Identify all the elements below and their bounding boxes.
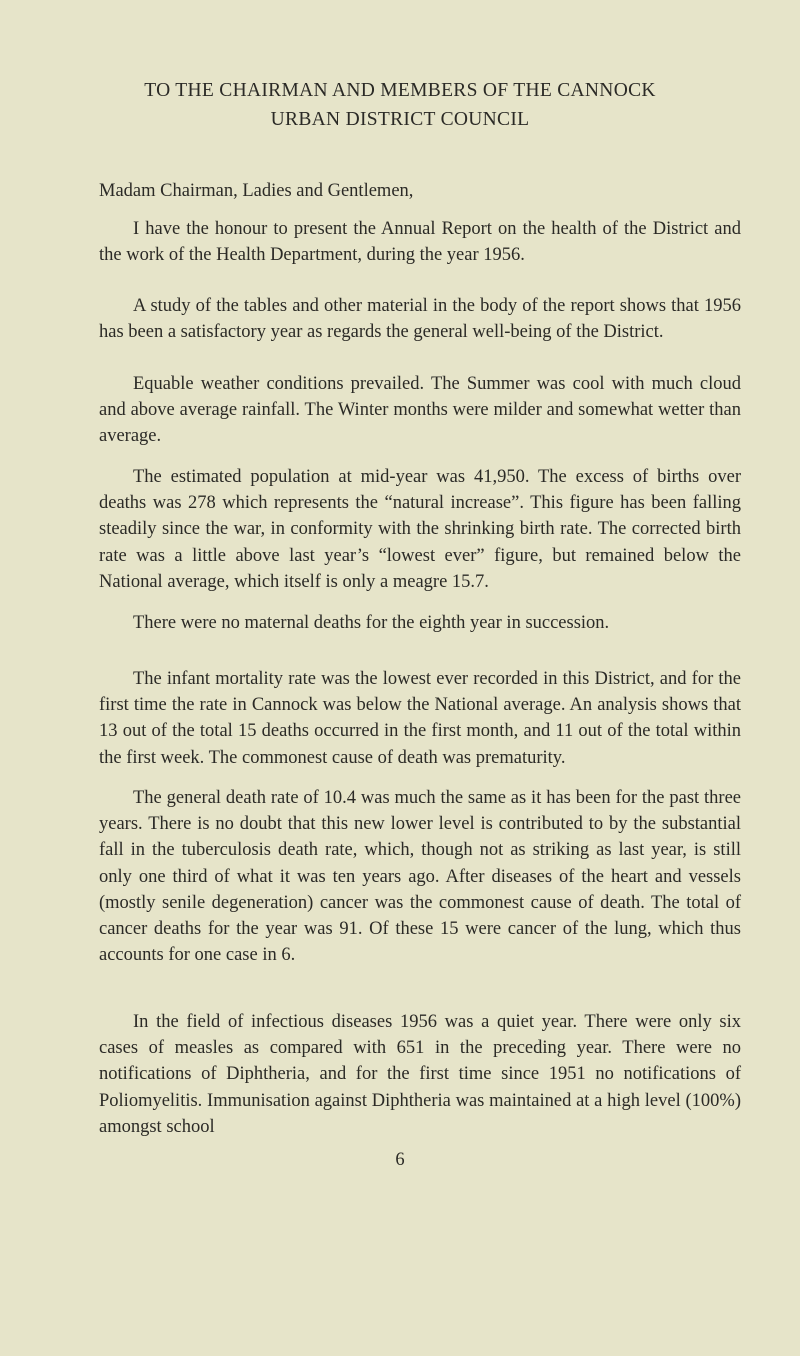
paragraph-maternal-deaths: There were no maternal deaths for the eighth year in succession. <box>133 613 610 633</box>
paragraph-infant-mortality: The infant mortality rate was the lowest ever recorded in this District, and for the first time the rate in Cannock was below the National average. An analysis shows that 13 out of the total 15 deaths occurred in the first month, and 11 out of the total within the first week. The commonest cause of death was prematurity. <box>99 669 741 768</box>
salutation: Madam Chairman, Ladies and Gentlemen, <box>99 181 414 201</box>
report-heading-line-2: URBAN DISTRICT COUNCIL <box>270 109 530 130</box>
paragraph-introduction: I have the honour to present the Annual Report on the health of the District and the work of the Health Department, during the year 1956. <box>99 219 741 266</box>
page-number: 6 <box>395 1150 405 1170</box>
paragraph-population: The estimated population at mid-year was 41,950. The excess of births over deaths was 278 which represents the “natural increase”. This figure has been falling steadily since the war, in conformity with the shrinking birth rate. The corrected birth rate was a little above last year’s “lowest ever” figure, but remained below the National average, which itself is only a meagre 15.7. <box>99 467 741 592</box>
report-heading-line-1: TO THE CHAIRMAN AND MEMBERS OF THE CANNOCK <box>144 80 656 101</box>
paragraph-weather: Equable weather conditions prevailed. The Summer was cool with much cloud and above average rainfall. The Winter months were milder and somewhat wetter than average. <box>99 374 741 447</box>
paragraph-satisfactory-year: A study of the tables and other material in the body of the report shows that 1956 has been a satisfactory year as regards the general well-being of the District. <box>99 296 741 343</box>
paragraph-infectious-diseases: In the field of infectious diseases 1956 was a quiet year. There were only six cases of measles as compared with 651 in the preceding year. There were no notifications of Diphtheria, and for the first time since 1951 no notifications of Poliomyelitis. Immunisation against Diphtheria was maintained at a high level (100%) amongst school <box>99 1012 741 1137</box>
paragraph-death-rate: The general death rate of 10.4 was much the same as it has been for the past three years. There is no doubt that this new lower level is contributed to by the substantial fall in the tuberculosis death rate, which, though not as striking as last year, is still only one third of what it was ten years ago. After diseases of the heart and vessels (mostly senile degeneration) cancer was the commonest cause of death. The total of cancer deaths for the year was 91. Of these 15 were cancer of the lung, which thus accounts for one case in 6. <box>99 788 741 966</box>
